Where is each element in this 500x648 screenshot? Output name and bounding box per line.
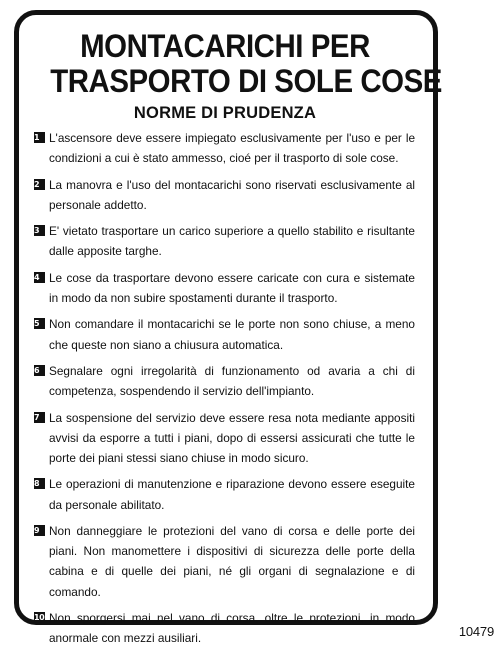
sign-title-line-2: TRASPORTO DI SOLE COSE	[50, 63, 442, 99]
rule-text: Le operazioni di manutenzione e riparazione devono essere eseguite da personale abilitato.	[49, 477, 415, 512]
rule-item-5	[35, 314, 415, 354]
rule-item-8	[35, 474, 415, 514]
rule-number-badge: 4	[34, 272, 45, 283]
rule-text: Segnalare ogni irregolarità di funzionamento od avaria a chi di competenza, sospendendo il servizio dell'impianto.	[49, 363, 415, 399]
rule-item-7	[35, 408, 415, 469]
rule-number-badge: 1	[34, 132, 45, 143]
rule-text: La manovra e l'uso del montacarichi sono riservati esclusivamente al personale addetto.	[49, 177, 415, 212]
rule-item-9	[35, 521, 415, 602]
safety-sign	[14, 10, 442, 646]
rule-item-4	[35, 268, 415, 308]
rule-text: L'ascensore deve essere impiegato esclusivamente per l'uso e per le condizioni a cui è stato ammesso, cioé per il trasporto di sole cose.	[49, 131, 415, 166]
rule-item-3	[35, 221, 415, 261]
rule-text: Non comandare il montacarichi se le porte non sono chiuse, a meno che queste non siano a chiusura automatica.	[49, 317, 415, 352]
sign-title-line-1: MONTACARICHI PER	[80, 28, 370, 64]
rule-number-badge: 5	[34, 318, 45, 329]
rule-item-10	[35, 608, 415, 648]
rule-number-badge: 2	[34, 179, 45, 190]
rule-number-badge: 7	[34, 412, 45, 423]
rule-number-badge: 3	[34, 225, 45, 236]
rule-item-1	[35, 128, 415, 168]
rule-text: Non danneggiare le protezioni del vano di corsa e delle porte dei piani. Non manomettere i dispositivi di sicurezza delle porte della cabina e di quelle dei piani, né gli organi di segnalazione e di comando.	[49, 523, 415, 599]
rule-number-badge: 10	[34, 612, 45, 622]
rule-number-badge: 9	[34, 525, 45, 536]
rule-number-badge: 8	[34, 478, 45, 489]
sign-subtitle: NORME DI PRUDENZA	[133, 104, 317, 122]
rule-text: Le cose da trasportare devono essere caricate con cura e sistemate in modo da non subire spostamenti durante il trasporto.	[49, 270, 415, 305]
product-code: 10479	[458, 624, 494, 639]
rule-item-6	[35, 361, 415, 401]
rule-item-2	[35, 175, 415, 215]
rule-text: La sospensione del servizio deve essere resa nota mediante appositi avvisi da esporre a tutti i piani, dopo di essersi assicurati che tutte le porte dei piani stessi siano chiuse in modo sicuro.	[49, 410, 415, 465]
rule-number-badge: 6	[34, 365, 45, 376]
rule-text: E' vietato trasportare un carico superiore a quello stabilito e risultante dalle apposite targhe.	[49, 224, 415, 259]
rule-text: Non sporgersi mai nel vano di corsa, oltre le protezioni, in modo anormale con mezzi ausiliari.	[49, 610, 415, 646]
rules-list	[35, 128, 415, 648]
